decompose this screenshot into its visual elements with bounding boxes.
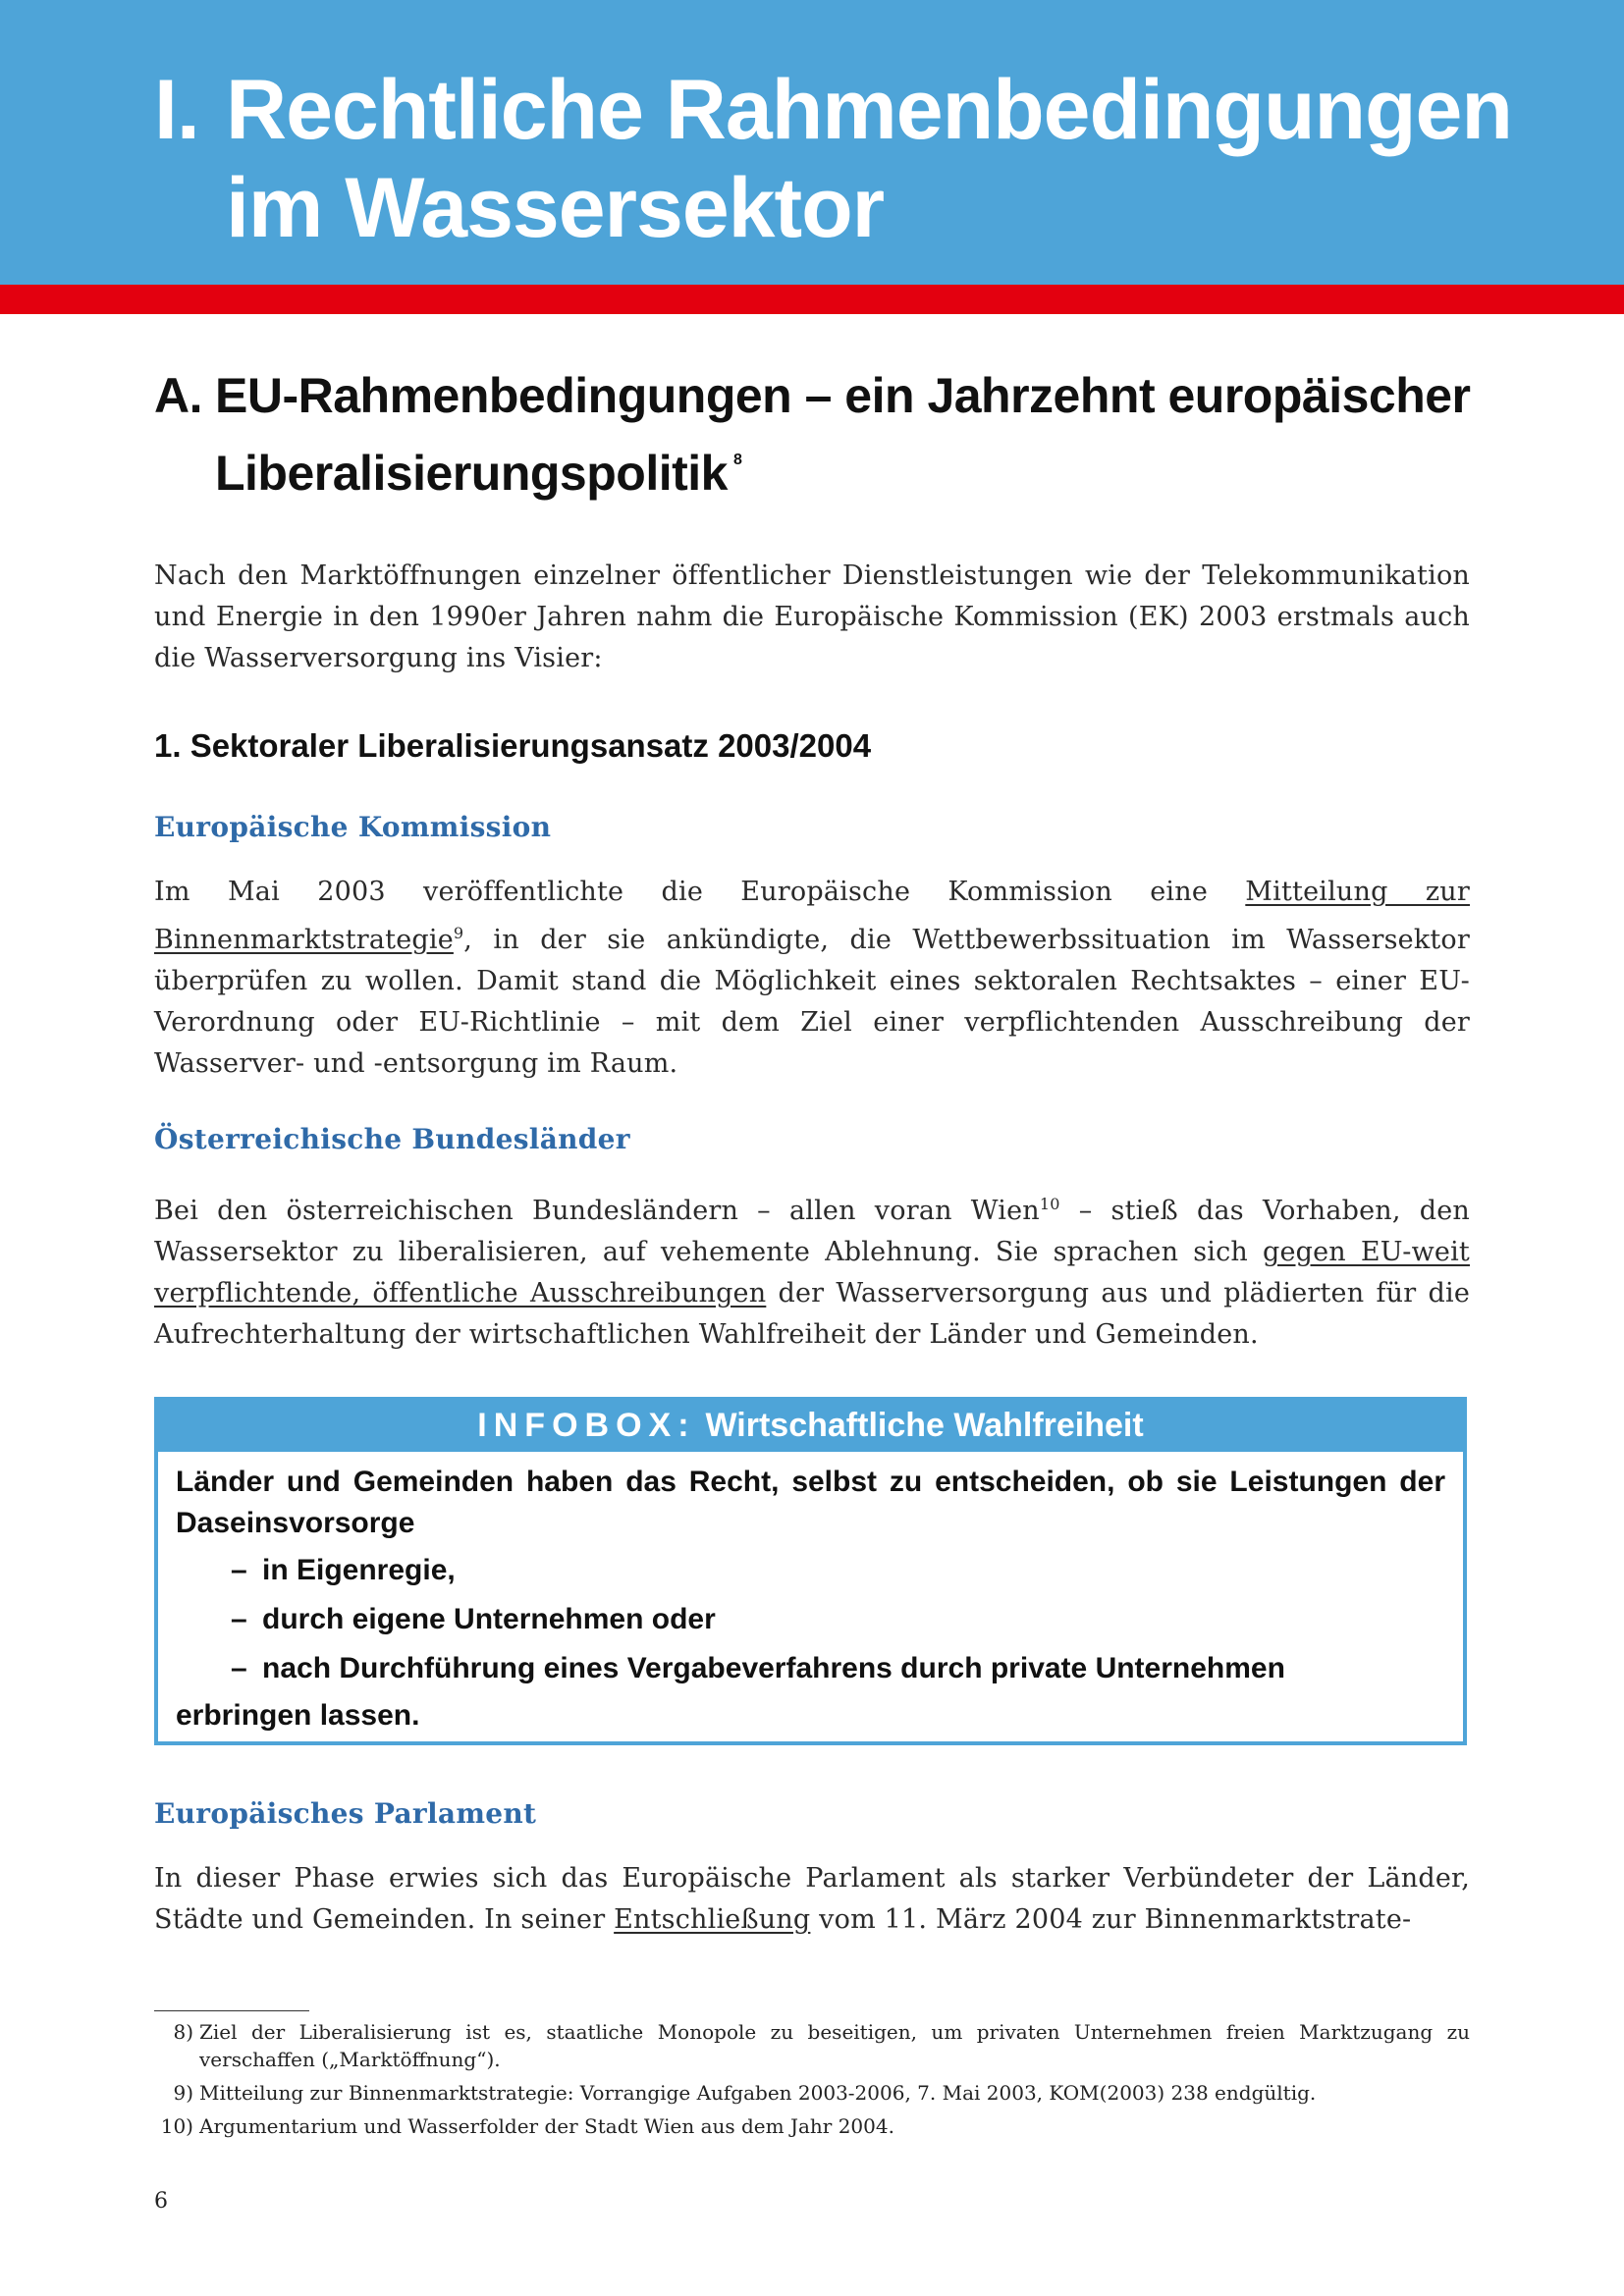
infobox-list (176, 1546, 1445, 1693)
infobox-header (158, 1401, 1463, 1452)
parliament-text-end: vom 11. März 2004 zur Binnenmarktstrate- (810, 1904, 1412, 1935)
infobox-body (158, 1452, 1463, 1736)
list-item (231, 1546, 1445, 1595)
section-title (154, 363, 1480, 506)
footnote-ref-10[interactable]: 10 (1039, 1195, 1060, 1213)
dash-bullet: – (231, 1554, 247, 1586)
dash-bullet: – (231, 1652, 247, 1684)
laender-text-start: Bei den österreichischen Bundesländern – allen voran Wien (154, 1196, 1040, 1226)
link-entschliessung[interactable]: Entschließung (614, 1904, 811, 1935)
footnote-text: Argumentarium und Wasserfolder der Stadt Wien aus dem Jahr 2004. (199, 2114, 894, 2138)
footnote-divider (154, 2010, 309, 2011)
chapter-title (154, 61, 1512, 257)
footnote-number: 8) (173, 2020, 193, 2044)
chapter-number: I. (154, 63, 199, 157)
commission-paragraph (154, 872, 1470, 1085)
laender-text-middle: – stieß das Vorhaben, den Wassersektor zu liberalisieren, auf vehemente Ablehnung. Sie sprachen sich (154, 1196, 1470, 1267)
section-title-line1: EU-Rahmenbedingungen – ein Jahrzehnt europäischer (215, 368, 1471, 423)
footnote-text: Ziel der Liberalisierung ist es, staatliche Monopole zu beseitigen, um privaten Unternehmen freien Marktzugang zu verschaffen („Marktöffnung“). (199, 2020, 1470, 2071)
heading-european-commission: Europäische Kommission (154, 811, 552, 843)
commission-text-start: Im Mai 2003 veröffentlichte die Europäische Kommission eine (154, 877, 1246, 907)
intro-paragraph: Nach den Marktöffnungen einzelner öffentlicher Dienstleistungen wie der Telekommunikation und Energie in den 1990er Jahren nahm die Europäische Kommission (EK) 2003 erstmals auch die Wasserversorgung ins Visier: (154, 561, 1470, 673)
parliament-paragraph (154, 1858, 1470, 1941)
infobox-title: Wirtschaftliche Wahlfreiheit (705, 1407, 1144, 1444)
infobox-outro: erbringen lassen. (176, 1699, 420, 1732)
footnote-ref-9[interactable]: 9 (453, 924, 464, 942)
footnote-9 (154, 2079, 1470, 2107)
banner-red-stripe (0, 285, 1624, 314)
page-number: 6 (154, 2189, 168, 2214)
chapter-title-line1: Rechtliche Rahmenbedingungen (226, 63, 1512, 157)
list-item (231, 1595, 1445, 1644)
section-title-line2: Liberalisierungspolitik (215, 446, 728, 501)
list-item-text: in Eigenregie, (262, 1554, 456, 1586)
subsection-title: 1. Sektoraler Liberalisierungsansatz 2003/2004 (154, 727, 872, 764)
footnote-text: Mitteilung zur Binnenmarktstrategie: Vorrangige Aufgaben 2003-2006, 7. Mai 2003, KOM(2003) 238 endgültig. (199, 2081, 1317, 2105)
infobox (154, 1397, 1467, 1745)
heading-european-parliament: Europäisches Parlament (154, 1797, 537, 1830)
heading-austrian-states: Österreichische Bundesländer (154, 1123, 630, 1155)
commission-text-end: , in der sie ankündigte, die Wettbewerbssituation im Wassersektor überprüfen zu wollen. Damit stand die Möglichkeit eines sektoralen Rechtsaktes – einer EU-Verordnung oder EU-Richtlinie – mit dem Ziel einer verpflichtenden Ausschreibung der Wasserver- und -entsorgung im Raum. (154, 925, 1470, 1079)
infobox-label: INFOBOX: (477, 1407, 696, 1444)
dash-bullet: – (231, 1603, 247, 1635)
list-item-text: nach Durchführung eines Vergabeverfahrens durch private Unternehmen (262, 1652, 1285, 1684)
list-item-text: durch eigene Unternehmen oder (262, 1603, 716, 1635)
infobox-intro: Länder und Gemeinden haben das Recht, selbst zu entscheiden, ob sie Leistungen der Daseinsvorsorge (176, 1466, 1445, 1539)
section-letter: A. (154, 368, 202, 423)
laender-text-end: der Wasserversorgung aus und plädierten für die Aufrechterhaltung der wirtschaftlichen Wahlfreiheit der Länder und Gemeinden. (154, 1278, 1470, 1350)
footnotes (154, 2018, 1470, 2146)
link-binnenmarktstrategie[interactable]: Mitteilung zur Binnenmarktstrategie (154, 877, 1470, 955)
footnote-ref-8[interactable]: 8 (732, 452, 742, 468)
parliament-text-start: In dieser Phase erwies sich das Europäische Parlament als starker Verbündeter der Länder, Städte und Gemeinden. In seiner (154, 1863, 1470, 1935)
footnote-8 (154, 2018, 1470, 2073)
footnote-number: 10) (160, 2114, 193, 2138)
chapter-title-line2: im Wassersektor (226, 161, 885, 255)
footnote-number: 9) (173, 2081, 193, 2105)
footnote-10 (154, 2112, 1470, 2140)
link-ausschreibungen[interactable]: gegen EU-weit verpflichtende, öffentliche Ausschreibungen (154, 1237, 1470, 1308)
laender-paragraph (154, 1184, 1470, 1356)
list-item (231, 1644, 1445, 1693)
